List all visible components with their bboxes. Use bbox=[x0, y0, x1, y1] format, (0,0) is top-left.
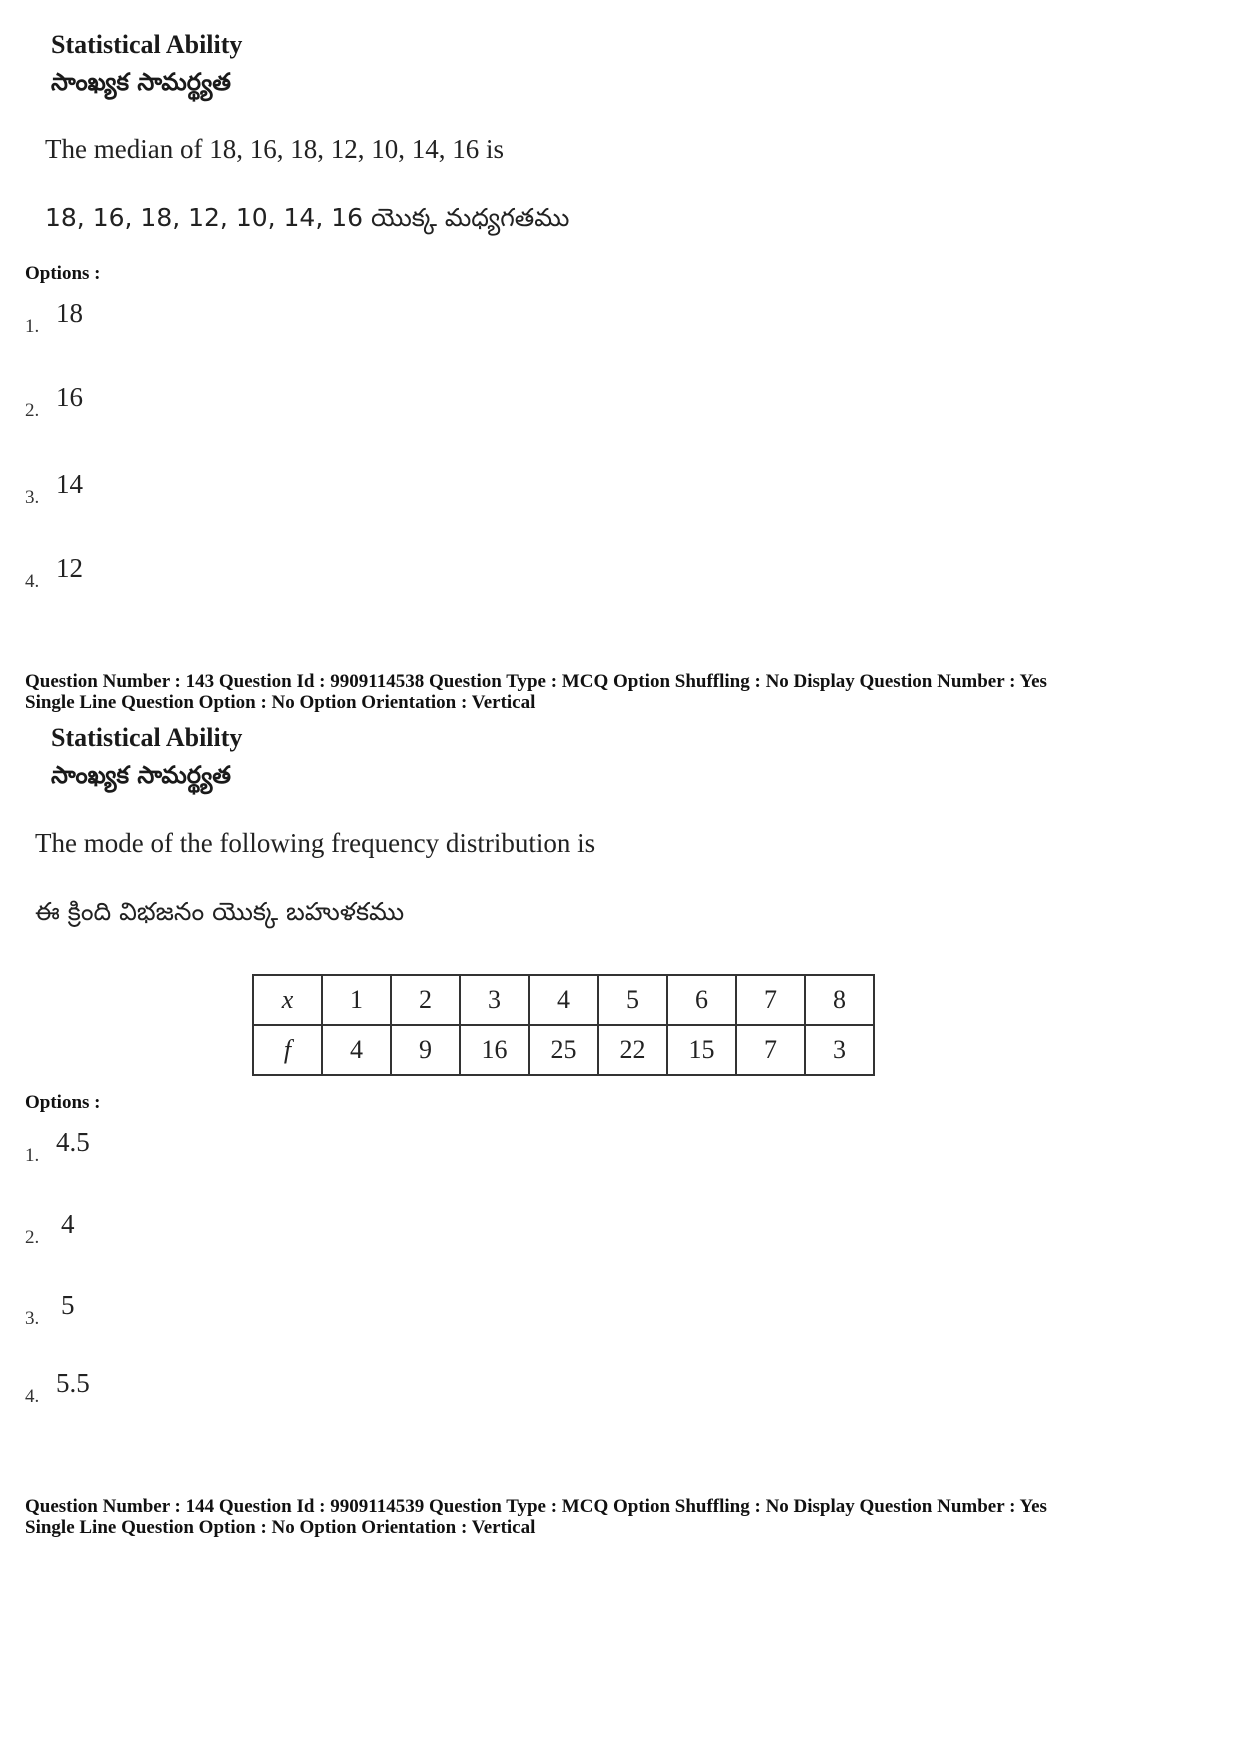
table-cell: 22 bbox=[598, 1025, 667, 1075]
table-header-f: f bbox=[253, 1025, 322, 1075]
table-cell: 5 bbox=[598, 975, 667, 1025]
option-value: 4.5 bbox=[56, 1127, 90, 1157]
table-cell: 15 bbox=[667, 1025, 736, 1075]
option-value: 4 bbox=[61, 1209, 75, 1239]
section-title: Statistical Ability bbox=[51, 723, 243, 752]
table-row-f bbox=[253, 1025, 874, 1075]
table-header-x: x bbox=[253, 975, 322, 1025]
table-cell: 3 bbox=[805, 1025, 874, 1075]
table-cell: 7 bbox=[736, 1025, 805, 1075]
table-cell: 8 bbox=[805, 975, 874, 1025]
table-cell: 7 bbox=[736, 975, 805, 1025]
options-heading: Options : bbox=[25, 263, 101, 284]
option-number: 3. bbox=[25, 1308, 40, 1329]
frequency-table bbox=[252, 974, 875, 1076]
section-title: Statistical Ability bbox=[51, 30, 243, 59]
option-value: 12 bbox=[56, 553, 83, 583]
option-value: 16 bbox=[56, 382, 83, 412]
section-title-telugu: సాంఖ్యక సామర్థ్యత bbox=[51, 761, 231, 789]
option-value: 5 bbox=[61, 1290, 75, 1320]
options-heading: Options : bbox=[25, 1092, 101, 1113]
option-number: 2. bbox=[25, 1227, 40, 1248]
question-meta-line-1: Question Number : 143 Question Id : 9909114538 Question Type : MCQ Option Shuffling : No Display Question Number : Yes bbox=[25, 671, 1047, 692]
table-cell: 9 bbox=[391, 1025, 460, 1075]
question-text-telugu: 18, 16, 18, 12, 10, 14, 16 యొక్క మధ్యగతము bbox=[45, 203, 570, 232]
question-meta bbox=[25, 1496, 1047, 1538]
option-number: 3. bbox=[25, 487, 40, 508]
option-number: 1. bbox=[25, 316, 40, 337]
option-value: 18 bbox=[56, 298, 83, 328]
table-cell: 4 bbox=[322, 1025, 391, 1075]
question-meta-line-2: Single Line Question Option : No Option Orientation : Vertical bbox=[25, 1517, 536, 1538]
option-number: 4. bbox=[25, 1386, 40, 1407]
option-number: 4. bbox=[25, 571, 40, 592]
question-meta-line-1: Question Number : 144 Question Id : 9909114539 Question Type : MCQ Option Shuffling : No Display Question Number : Yes bbox=[25, 1496, 1047, 1517]
question-text-telugu: ఈ క్రింది విభజనం యొక్క బహుళకము bbox=[35, 897, 405, 926]
option-number: 1. bbox=[25, 1145, 40, 1166]
table-row-x bbox=[253, 975, 874, 1025]
option-number: 2. bbox=[25, 400, 40, 421]
table-cell: 16 bbox=[460, 1025, 529, 1075]
table-cell: 4 bbox=[529, 975, 598, 1025]
question-text: The median of 18, 16, 18, 12, 10, 14, 16 is bbox=[45, 134, 504, 164]
question-meta bbox=[25, 671, 1047, 713]
table-cell: 3 bbox=[460, 975, 529, 1025]
question-meta-line-2: Single Line Question Option : No Option Orientation : Vertical bbox=[25, 692, 536, 713]
question-text: The mode of the following frequency distribution is bbox=[35, 828, 596, 858]
table-cell: 6 bbox=[667, 975, 736, 1025]
option-value: 5.5 bbox=[56, 1368, 90, 1398]
table-cell: 1 bbox=[322, 975, 391, 1025]
table-cell: 2 bbox=[391, 975, 460, 1025]
section-title-telugu: సాంఖ్యక సామర్థ్యత bbox=[51, 68, 231, 96]
table-cell: 25 bbox=[529, 1025, 598, 1075]
option-value: 14 bbox=[56, 469, 83, 499]
